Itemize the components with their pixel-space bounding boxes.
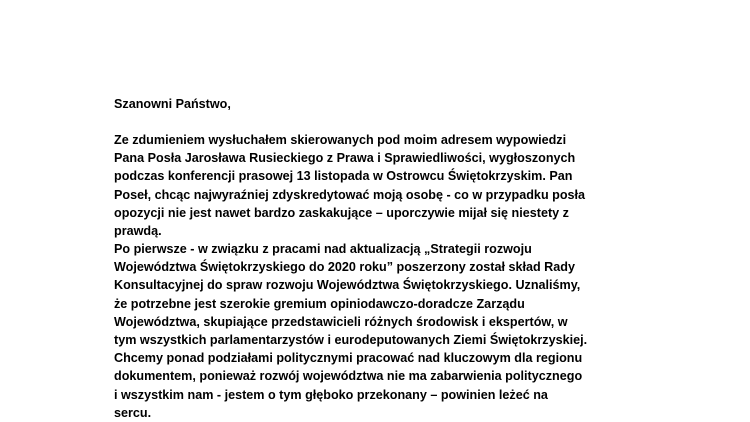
paragraph-line: Ze zdumieniem wysłuchałem skierowanych pod moim adresem wypowiedzi [114, 133, 567, 147]
paragraph-line: Pana Posła Jarosława Rusieckiego z Prawa i Sprawiedliwości, wygłoszonych [114, 151, 576, 166]
paragraph-line: Województwa Świętokrzyskiego do 2020 roku” poszerzony został skład Rady [114, 260, 575, 275]
paragraph-line: prawdą. [114, 223, 162, 238]
paragraph-line: Województwa, skupiające przedstawicieli różnych środowisk i ekspertów, w [114, 314, 568, 329]
paragraph-line: sercu. [114, 405, 152, 420]
paragraph-line: Chcemy ponad podziałami politycznymi pracować nad kluczowym dla regionu [114, 351, 583, 366]
paragraph-line: i wszystkim nam - jestem o tym głęboko przekonany – powinien leżeć na [114, 387, 548, 402]
paragraph-line: że potrzebne jest szerokie gremium opiniodawczo-doradcze Zarządu [114, 296, 525, 311]
paragraph-line: Po pierwsze - w związku z pracami nad aktualizacją „Strategii rozwoju [114, 242, 532, 256]
paragraph-line: podczas konferencji prasowej 13 listopada w Ostrowcu Świętokrzyskim. Pan [114, 169, 573, 184]
salutation: Szanowni Państwo, [114, 97, 231, 111]
paragraph-line: Poseł, chcąc najwyraźniej zdyskredytować moją osobę - co w przypadku posła [114, 187, 586, 202]
paragraph-line: tym wszystkich parlamentarzystów i eurodeputowanych Ziemi Świętokrzyskiej. [114, 332, 588, 347]
paragraph-2 [114, 240, 587, 422]
paragraph-line: dokumentem, ponieważ rozwój województwa nie ma zabarwienia politycznego [114, 369, 583, 384]
paragraph-line: opozycji nie jest nawet bardzo zaskakujące – uporczywie mijał się niestety z [114, 205, 569, 220]
paragraph-line: Konsultacyjnej do spraw rozwoju Województwa Świętokrzyskiego. Uznaliśmy, [114, 278, 581, 293]
paragraph-1 [114, 131, 585, 240]
